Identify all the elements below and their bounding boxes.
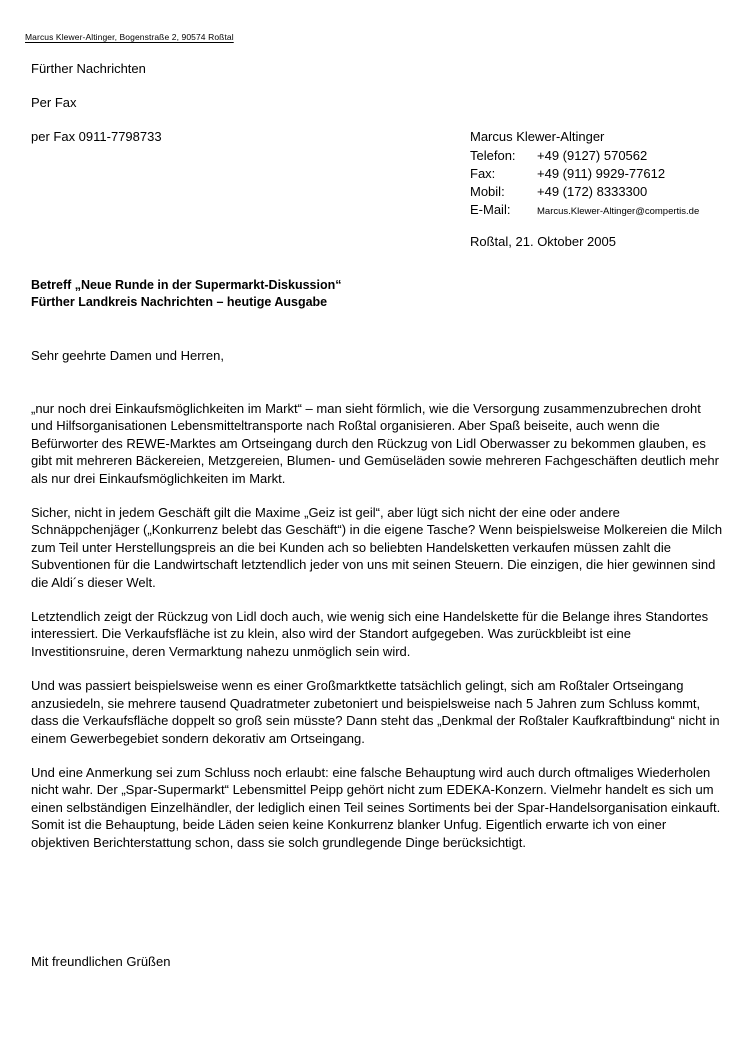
letter-date: Roßtal, 21. Oktober 2005: [470, 234, 616, 249]
recipient-line-1: Fürther Nachrichten: [31, 61, 146, 76]
subject-line-2: Fürther Landkreis Nachrichten – heutige Ausgabe: [31, 294, 328, 309]
body-paragraph-3: Letztendlich zeigt der Rückzug von Lidl doch auch, wie wenig sich eine Handelskette für die Belange ihres Standortes interessiert. Die Verkaufsfläche ist zu klein, also wird der Standort aufgegeben. Was zurückbleibt ist eine Investitionsruine, deren Vermarktung nahezu unmöglich sein wird.: [31, 609, 709, 659]
sender-return-address: Marcus Klewer-Altinger, Bogenstraße 2, 90574 Roßtal: [25, 32, 234, 42]
contact-label-email: E-Mail:: [470, 202, 511, 217]
contact-row-mobil: [470, 183, 699, 201]
contact-label-telefon: Telefon:: [470, 148, 516, 163]
body-paragraph-2: Sicher, nicht in jedem Geschäft gilt die Maxime „Geiz ist geil“, aber lügt sich nicht der eine oder andere Schnäppchenjäger („Konkurrenz belebt das Geschäft“) in die eigene Tasche? Wenn beispielsweise Molkereien die Milch zum Teil unter Herstellungspreis an die bei Kunden ach so beliebten Handelsketten verkaufen müssen zahlt die Subventionen für die Landwirtschaft letztendlich jeder von uns mit seinen Steuern. Die einzigen, die hier gewinnen sind die Aldi´s dieser Welt.: [31, 505, 723, 590]
body-paragraph-5: Und eine Anmerkung sei zum Schluss noch erlaubt: eine falsche Behauptung wird auch durch oftmaliges Wiederholen nicht wahr. Der „Spar-Supermarkt“ Lebensmittel Peipp gehört nicht zum EDEKA-Konzern. Vielmehr handelt es sich um einen selbständigen Einzelhändler, der lediglich einen Teil seines Sortiments bei der Spar-Handelsorganisation einkauft. Somit ist die Behauptung, beide Läden seien keine Konkurrenz blanker Unfug. Eigentlich erwarte ich von einer objektiven Berichterstattung schon, dass sie solch grundlegende Dinge berücksichtigt.: [31, 764, 721, 850]
contact-table: [470, 147, 699, 221]
contact-row-fax: [470, 165, 699, 183]
body-paragraph-1: „nur noch drei Einkaufsmöglichkeiten im Markt“ – man sieht förmlich, wie die Versorgung zusammenzubrechen droht und Hilfsorganisationen Lebensmitteltransporte nach Roßtal organisieren. Aber Spaß beiseite, auch wenn die Befürworter des REWE-Marktes am Ortseingang durch den Rückzug von Lidl Oberwasser zu bekommen glauben, es gibt mit mehreren Bäckereien, Metzgereien, Blumen- und Gemüseläden sowie mehreren Fachgeschäften deutlich mehr als nur drei Einkaufsmöglichkeiten im Markt.: [31, 401, 719, 486]
salutation: Sehr geehrte Damen und Herren,: [31, 348, 224, 363]
subject-block: [31, 277, 341, 310]
recipient-line-2: Per Fax: [31, 95, 77, 110]
contact-row-email: [470, 201, 699, 221]
contact-value-telefon: +49 (9127) 570562: [537, 148, 648, 163]
contact-value-fax: +49 (911) 9929-77612: [537, 166, 666, 181]
contact-label-fax: Fax:: [470, 166, 496, 181]
closing-salutation: Mit freundlichen Grüßen: [31, 954, 171, 969]
recipient-fax-line: per Fax 0911-7798733: [31, 129, 162, 144]
letter-body: [31, 400, 725, 851]
contact-row-telefon: [470, 147, 699, 165]
contact-label-mobil: Mobil:: [470, 184, 505, 199]
body-paragraph-4: Und was passiert beispielsweise wenn es einer Großmarktkette tatsächlich gelingt, sich am Roßtaler Ortseingang anzusiedeln, sie mehrere tausend Quadratmeter zubetoniert und beispielsweise nach 5 Jahren zum Schluss kommt, dass die Verkaufsfläche doppelt so groß sein müsste? Dann steht das „Denkmal der Roßtaler Kaufkraftbindung“ nicht in einem Gewerbegebiet sondern dekorativ am Ortseingang.: [31, 678, 720, 746]
sender-contact-block: [470, 128, 699, 221]
recipient-block: [31, 61, 162, 145]
subject-line-1: Betreff „Neue Runde in der Supermarkt-Diskussion“: [31, 278, 342, 292]
sender-name: Marcus Klewer-Altinger: [470, 129, 605, 144]
contact-value-email: Marcus.Klewer-Altinger@compertis.de: [537, 206, 700, 217]
contact-value-mobil: +49 (172) 8333300: [537, 184, 648, 199]
